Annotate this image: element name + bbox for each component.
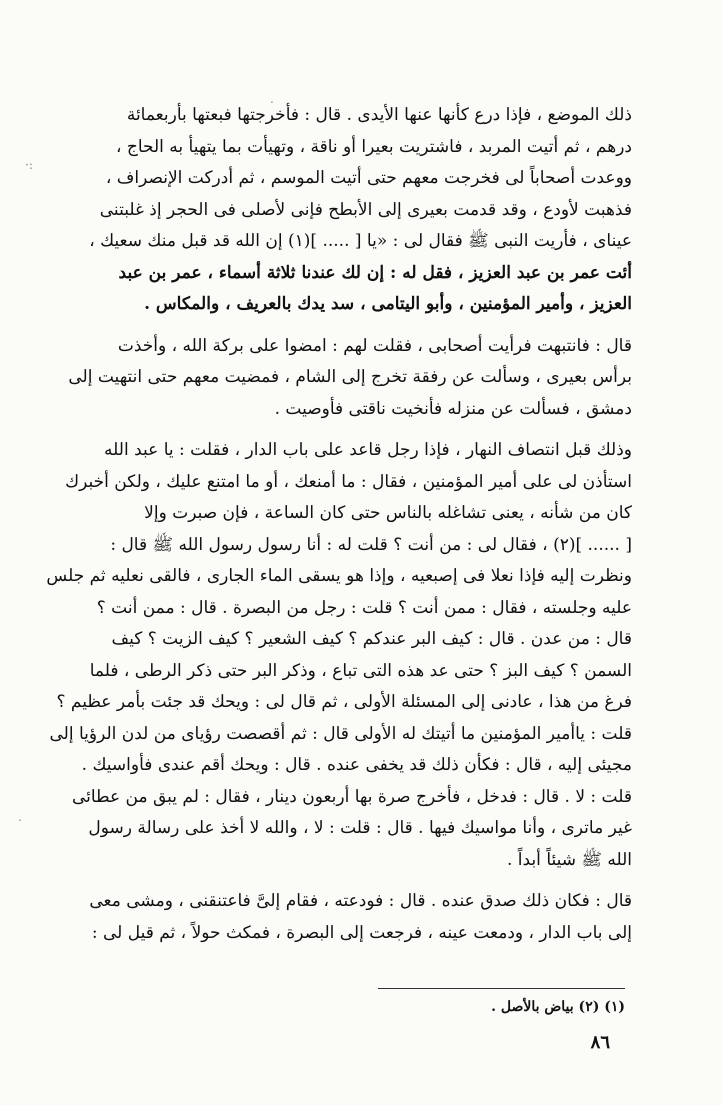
scan-mark: . [18, 810, 22, 824]
line-8: قال : فانتبهت فرأيت أصحابى ، فقلت لهم : امضوا على بركة الله ، وأخذت [117, 335, 632, 356]
line-10: دمشق ، فسألت عن منزله فأنخيت ناقتى فأوصيت . [274, 398, 632, 419]
paragraph-1 [40, 100, 632, 321]
scan-mark: ·: [25, 158, 33, 172]
line-5: عيناى ، فأريت النبى ﷺ فقال لى : «يا [ ..... ](١) إن الله قد قبل منك سعيك ، [89, 231, 632, 251]
page-body [40, 100, 632, 949]
line-9: برأس بعيرى ، وسألت عن رفقة تخرج إلى الشام ، فمضيت معهم حتى انتهيت إلى [68, 367, 632, 387]
line-24: الله ﷺ شيئاً أبداً . [507, 849, 632, 870]
scan-mark: . [270, 92, 274, 106]
footnote-divider [378, 988, 625, 989]
line-2: درهم ، ثم أتيت المربد ، فاشتريت بعيرا أو ناقة ، وتهيأت بما يتهيأ به الحاج ، [115, 136, 632, 157]
line-7: العزيز ، وأمير المؤمنين ، وأبو اليتامى ، سد يدك بالعريف ، والمكاس . [144, 294, 632, 314]
line-25: قال : فكان ذلك صدق عنده . قال : فودعته ، فقام إلىَّ فاعتنقنى ، ومشى معى [89, 891, 632, 911]
paragraph-3 [40, 435, 632, 876]
line-11: وذلك قبل انتصاف النهار ، فإذا رجل قاعد على باب الدار ، فقلت : يا عبد الله [104, 440, 632, 460]
line-4: فذهبت لأودع ، وقد قدمت بعيرى إلى الأبطح فإنى لأصلى فى الحجر إذ غلبتنى [99, 199, 632, 220]
line-1: ذلك الموضع ، فإذا درع كأنها عنها الأيدى . قال : فأخرجتها فبعتها بأربعمائة [126, 105, 632, 125]
line-19: فرغ من هذا ، عادنى إلى المسئلة الأولى ، ثم قال لى : ويحك قد جئت بأمر عظيم ؟ [56, 692, 632, 712]
line-6: أئت عمر بن عبد العزيز ، فقل له : إن لك عندنا ثلاثة أسماء ، عمر بن عبد [118, 262, 632, 283]
paragraph-2 [40, 331, 632, 426]
footnote: (١) (٢) بياض بالأصل . [491, 999, 625, 1015]
line-26: إلى باب الدار ، ودمعت عينه ، فرجعت إلى البصرة ، فمكث حولاً ، ثم قيل لى : [91, 922, 632, 943]
line-20: قلت : ياأمير المؤمنين ما أتيتك له الأولى قال : ثم أقصصت رؤياى من لدن الرؤيا إلى [49, 723, 632, 744]
line-16: عليه وجلسته ، فقال : ممن أنت ؟ قلت : رجل من البصرة . قال : ممن أنت ؟ [96, 597, 632, 618]
line-21: مجيئى إليه ، قال : فكأن ذلك قد يخفى عنده . قال : ويحك أقم عندى فأواسيك . [81, 755, 632, 775]
line-22: قلت : لا . قال : فدخل ، فأخرج صرة بها أربعون دينار ، فقال : لم يبق من عطائى [71, 786, 632, 807]
line-15: ونظرت إليه فإذا نعلا فى إصبعيه ، وإذا هو يسقى الماء الجارى ، فالقى نعليه ثم جلس [46, 566, 632, 586]
paragraph-4 [40, 886, 632, 949]
line-3: ووعدت أصحاباً لى فخرجت معهم حتى أتيت الموسم ، ثم أدركت الإنصراف ، [105, 168, 632, 188]
page-number: ٨٦ [590, 1032, 610, 1053]
line-12: استأذن لى على أمير المؤمنين ، فقال : ما أمنعك ، أو ما امتنع عليك ، ولكن أخبرك [65, 471, 632, 492]
line-14: [ ...... ](٢) ، فقال لى : من أنت ؟ قلت له : أنا رسول رسول الله ﷺ قال : [110, 534, 632, 555]
line-23: غير ماترى ، وأنا مواسيك فيها . قال : قلت : لا ، والله لا أخذ على رسالة رسول [88, 818, 632, 838]
line-17: قال : من عدن . قال : كيف البر عندكم ؟ كيف الشعير ؟ كيف الزيت ؟ كيف [111, 629, 632, 649]
line-13: كان من شأنه ، يعنى تشاغله بالناس حتى كان الساعة ، فإن صبرت وإلا [144, 503, 632, 523]
line-18: السمن ؟ كيف البز ؟ حتى عد هذه التى تباع ، وذكر البر حتى ذكر الرطى ، فلما [89, 660, 632, 681]
